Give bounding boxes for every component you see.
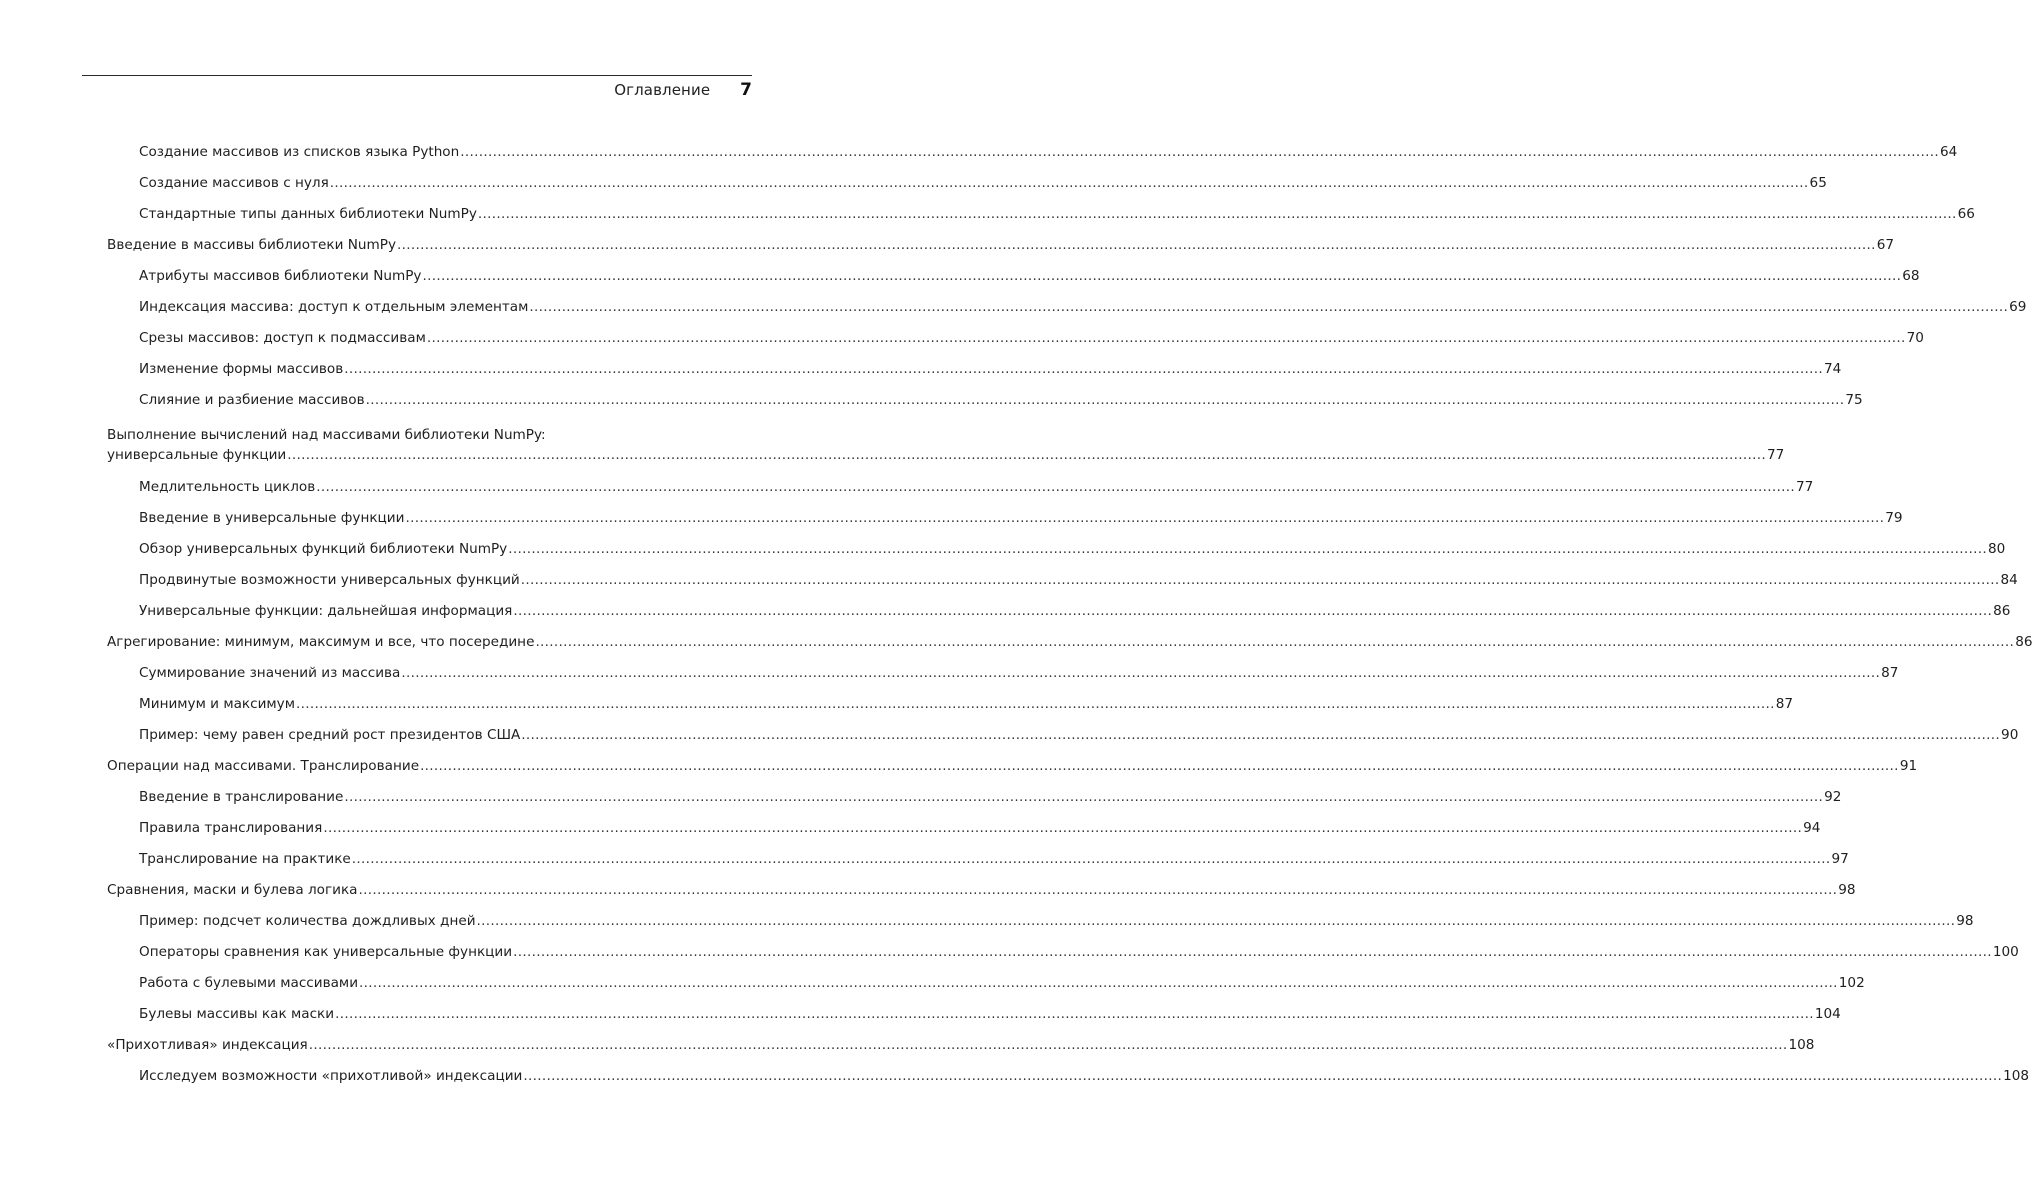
toc-entry-title: Булевы массивы как маски <box>139 1006 335 1022</box>
toc-subsection-entry[interactable] <box>139 788 1842 806</box>
dot-leader <box>359 881 1838 899</box>
toc-entry-page: 74 <box>1824 361 1842 377</box>
dot-leader <box>477 912 1956 930</box>
toc-subsection-entry[interactable] <box>139 143 1958 161</box>
toc-subsection-entry[interactable] <box>139 1005 1841 1023</box>
dot-leader <box>401 664 1880 682</box>
dot-leader <box>316 478 1795 496</box>
toc-entry-title: Агрегирование: минимум, максимум и все, что посередине <box>107 634 535 650</box>
toc-entry-page: 86 <box>1993 603 2011 619</box>
toc-section-entry[interactable] <box>107 633 2033 651</box>
toc-subsection-entry[interactable] <box>139 267 1920 285</box>
toc-subsection-entry[interactable] <box>139 850 1849 868</box>
toc-entry-page: 75 <box>1845 392 1863 408</box>
toc-entry-title: Стандартные типы данных библиотеки NumPy <box>139 206 477 222</box>
toc-entry-page: 67 <box>1876 237 1895 253</box>
toc-entry-title: Исследуем возможности «прихотливой» индексации <box>139 1068 523 1084</box>
toc-entry-title: Создание массивов с нуля <box>139 175 329 191</box>
toc-entry-title: «Прихотливая» индексация <box>107 1037 308 1053</box>
toc-entry-title: Продвинутые возможности универсальных функций <box>139 572 520 588</box>
toc-subsection-entry[interactable] <box>139 726 2019 744</box>
toc-entry-page: 97 <box>1831 851 1849 867</box>
toc-entry-title-line1: Выполнение вычислений над массивами библиотеки NumPy: <box>107 427 546 443</box>
toc-section-entry[interactable] <box>107 1036 1815 1054</box>
toc-entry-page: 100 <box>1992 944 2019 960</box>
dot-leader <box>344 360 1823 378</box>
toc-entry-title: Правила транслирования <box>139 820 323 836</box>
toc-entry-page: 69 <box>2009 299 2027 315</box>
toc-entry-page: 68 <box>1902 268 1920 284</box>
toc-entry-title: Срезы массивов: доступ к подмассивам <box>139 330 426 346</box>
toc-entry-page: 104 <box>1814 1006 1841 1022</box>
toc-entry-page: 70 <box>1906 330 1924 346</box>
dot-leader <box>344 788 1823 806</box>
dot-leader <box>352 850 1831 868</box>
dot-leader <box>460 143 1939 161</box>
toc-entry-title: Введение в универсальные функции <box>139 510 405 526</box>
toc-entry-page: 77 <box>1767 447 1785 463</box>
dot-leader <box>330 174 1809 192</box>
toc-entry-page: 108 <box>2003 1068 2030 1084</box>
dot-leader <box>422 267 1901 285</box>
toc-section-entry[interactable] <box>107 757 1918 775</box>
toc-entry-page: 65 <box>1809 175 1827 191</box>
dot-leader <box>508 540 1987 558</box>
toc-entry-title: Создание массивов из списков языка Python <box>139 144 460 160</box>
toc-entry-title: Медлительность циклов <box>139 479 316 495</box>
toc-entry-page: 87 <box>1775 696 1794 712</box>
toc-subsection-entry[interactable] <box>139 571 2018 589</box>
toc-entry-page: 64 <box>1940 144 1958 160</box>
dot-leader <box>323 819 1802 837</box>
dot-leader <box>366 391 1845 409</box>
toc-entry-title: Введение в транслирование <box>139 789 344 805</box>
toc-subsection-entry[interactable] <box>139 360 1842 378</box>
toc-subsection-entry[interactable] <box>139 974 1865 992</box>
toc-entry-title: универсальные функции <box>107 447 287 463</box>
toc-entry-page: 77 <box>1796 479 1814 495</box>
page-number: 7 <box>740 80 752 100</box>
toc-entry-page: 66 <box>1957 206 1975 222</box>
toc-subsection-entry[interactable] <box>139 664 1899 682</box>
toc-entry-title: Суммирование значений из массива <box>139 665 401 681</box>
toc-entry-title: Минимум и максимум <box>139 696 295 712</box>
toc-entry-title: Атрибуты массивов библиотеки NumPy <box>139 268 422 284</box>
toc-subsection-entry[interactable] <box>139 943 2019 961</box>
toc-entry-page: 108 <box>1788 1037 1815 1053</box>
dot-leader <box>513 943 1992 961</box>
toc-section-entry[interactable] <box>107 881 1856 899</box>
dot-leader <box>335 1005 1814 1023</box>
dot-leader <box>287 446 1766 464</box>
dot-leader <box>296 695 1775 713</box>
toc-subsection-entry[interactable] <box>139 478 1814 496</box>
toc-entry-page: 92 <box>1824 789 1842 805</box>
dot-leader <box>420 757 1899 775</box>
dot-leader <box>521 571 2000 589</box>
dot-leader <box>535 633 2014 651</box>
running-title: Оглавление <box>614 81 711 99</box>
toc-entry-page: 90 <box>2001 727 2019 743</box>
toc-entry-page: 79 <box>1885 510 1903 526</box>
toc-entry-title: Пример: подсчет количества дождливых дней <box>139 913 476 929</box>
toc-entry-title: Операторы сравнения как универсальные функции <box>139 944 513 960</box>
toc-subsection-entry[interactable] <box>139 174 1827 192</box>
dot-leader <box>427 329 1906 347</box>
toc-entry-page: 87 <box>1881 665 1899 681</box>
toc-entry-page: 98 <box>1956 913 1974 929</box>
toc-entry-title: Универсальные функции: дальнейшая информация <box>139 603 513 619</box>
toc-entry-title: Обзор универсальных функций библиотеки NumPy <box>139 541 508 557</box>
toc-entry-title: Слияние и разбиение массивов <box>139 392 365 408</box>
dot-leader <box>521 726 2000 744</box>
toc-subsection-entry[interactable] <box>139 912 1974 930</box>
dot-leader <box>529 298 2008 316</box>
dot-leader <box>397 236 1876 254</box>
dot-leader <box>513 602 1992 620</box>
toc-subsection-entry[interactable] <box>139 329 1924 347</box>
toc-subsection-entry[interactable] <box>139 391 1863 409</box>
toc-entry-title: Транслирование на практике <box>139 851 351 867</box>
toc-entry-title: Сравнения, маски и булева логика <box>107 882 358 898</box>
toc-subsection-entry[interactable] <box>139 819 1821 837</box>
toc-entry-page: 98 <box>1838 882 1856 898</box>
toc-entry-title: Операции над массивами. Транслирование <box>107 758 420 774</box>
dot-leader <box>478 205 1957 223</box>
toc-entry-page: 94 <box>1803 820 1821 836</box>
toc-entry-page: 80 <box>1987 541 2006 557</box>
toc-entry-title: Введение в массивы библиотеки NumPy <box>107 237 396 253</box>
toc-entry-title: Индексация массива: доступ к отдельным элементам <box>139 299 529 315</box>
toc-entry-title: Работа с булевыми массивами <box>139 975 359 991</box>
dot-leader <box>523 1067 2002 1085</box>
toc-subsection-entry[interactable] <box>139 509 1903 527</box>
dot-leader <box>359 974 1838 992</box>
toc-subsection-entry[interactable] <box>139 602 2011 620</box>
toc-entry-page: 84 <box>2000 572 2018 588</box>
toc-entry-title: Изменение формы массивов <box>139 361 344 377</box>
toc-entry-page: 102 <box>1838 975 1865 991</box>
toc-section-entry[interactable] <box>107 236 1895 254</box>
dot-leader <box>309 1036 1788 1054</box>
toc-subsection-entry[interactable] <box>139 1067 2030 1085</box>
toc-entry-title: Пример: чему равен средний рост президентов США <box>139 727 521 743</box>
toc-entry-page: 86 <box>2015 634 2033 650</box>
toc-section-entry[interactable] <box>107 446 1785 464</box>
toc-entry-page: 91 <box>1899 758 1918 774</box>
toc-subsection-entry[interactable] <box>139 298 2027 316</box>
toc-subsection-entry[interactable] <box>139 205 1975 223</box>
toc-subsection-entry[interactable] <box>139 540 2006 558</box>
toc-subsection-entry[interactable] <box>139 695 1794 713</box>
dot-leader <box>405 509 1884 527</box>
